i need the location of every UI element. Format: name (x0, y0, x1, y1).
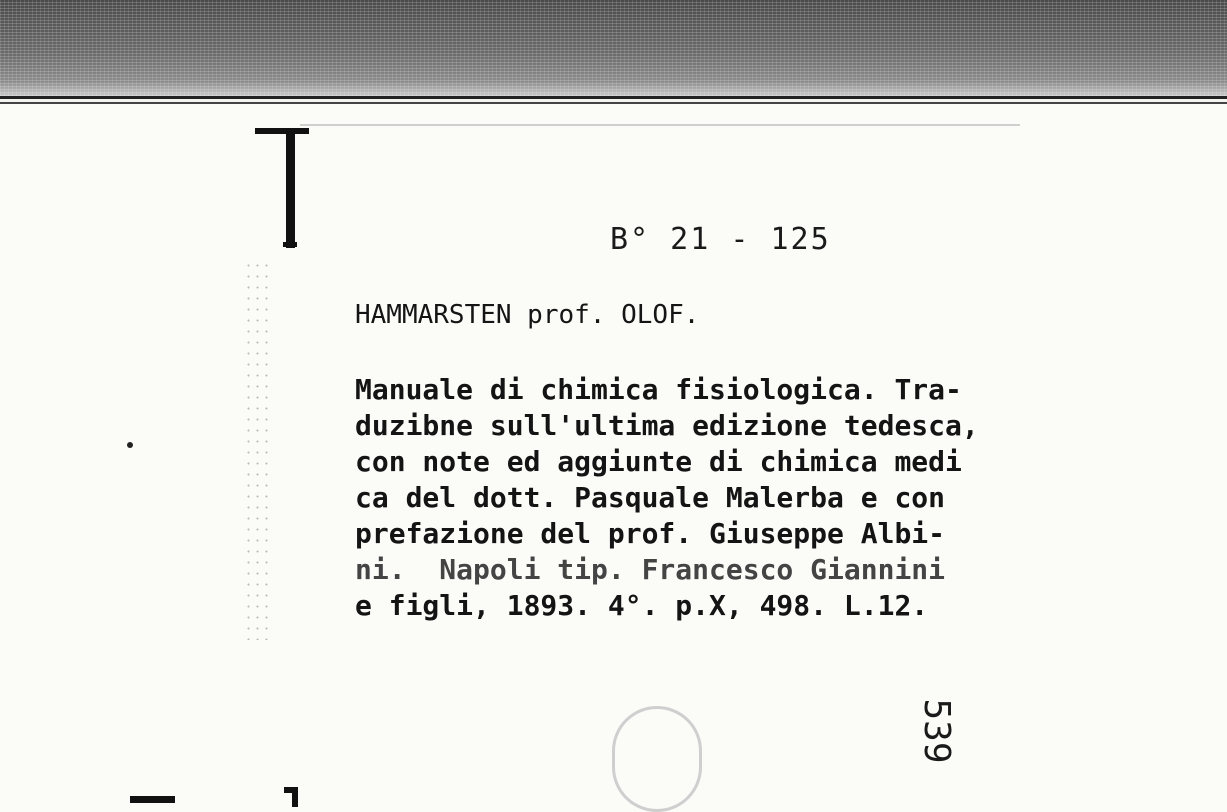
card-top-edge (0, 96, 1227, 106)
side-number: 539 (916, 698, 957, 764)
oval-stamp (612, 706, 702, 812)
entry-line: con note ed aggiunte di chimica medi (355, 445, 962, 478)
entry-line: prefazione del prof. Giuseppe Albi- (355, 517, 946, 550)
top-rule-line (300, 124, 1020, 126)
bibliographic-entry (355, 372, 1035, 624)
entry-line: e figli, 1893. 4°. p.X, 498. L.12. (355, 589, 929, 622)
entry-line: ca del dott. Pasquale Malerba e con (355, 481, 946, 514)
margin-bracket-vertical (286, 128, 300, 248)
entry-line: duzibne sull'ultima edizione tedesca, (355, 409, 979, 442)
entry-line: ni. Napoli tip. Francesco Giannini (355, 553, 946, 586)
scanner-border-top (0, 0, 1227, 96)
bottom-ink-mark (130, 796, 175, 803)
stray-ink-dot (127, 442, 133, 448)
entry-line: Manuale di chimica fisiologica. Tra- (355, 373, 962, 406)
shelfmark: B° 21 - 125 (610, 222, 831, 257)
margin-bracket-top (255, 128, 309, 134)
margin-bracket-bottom (283, 242, 297, 247)
margin-speckle (244, 260, 272, 640)
bottom-bracket-mark (284, 787, 298, 807)
author-heading: HAMMARSTEN prof. OLOF. (355, 300, 700, 330)
